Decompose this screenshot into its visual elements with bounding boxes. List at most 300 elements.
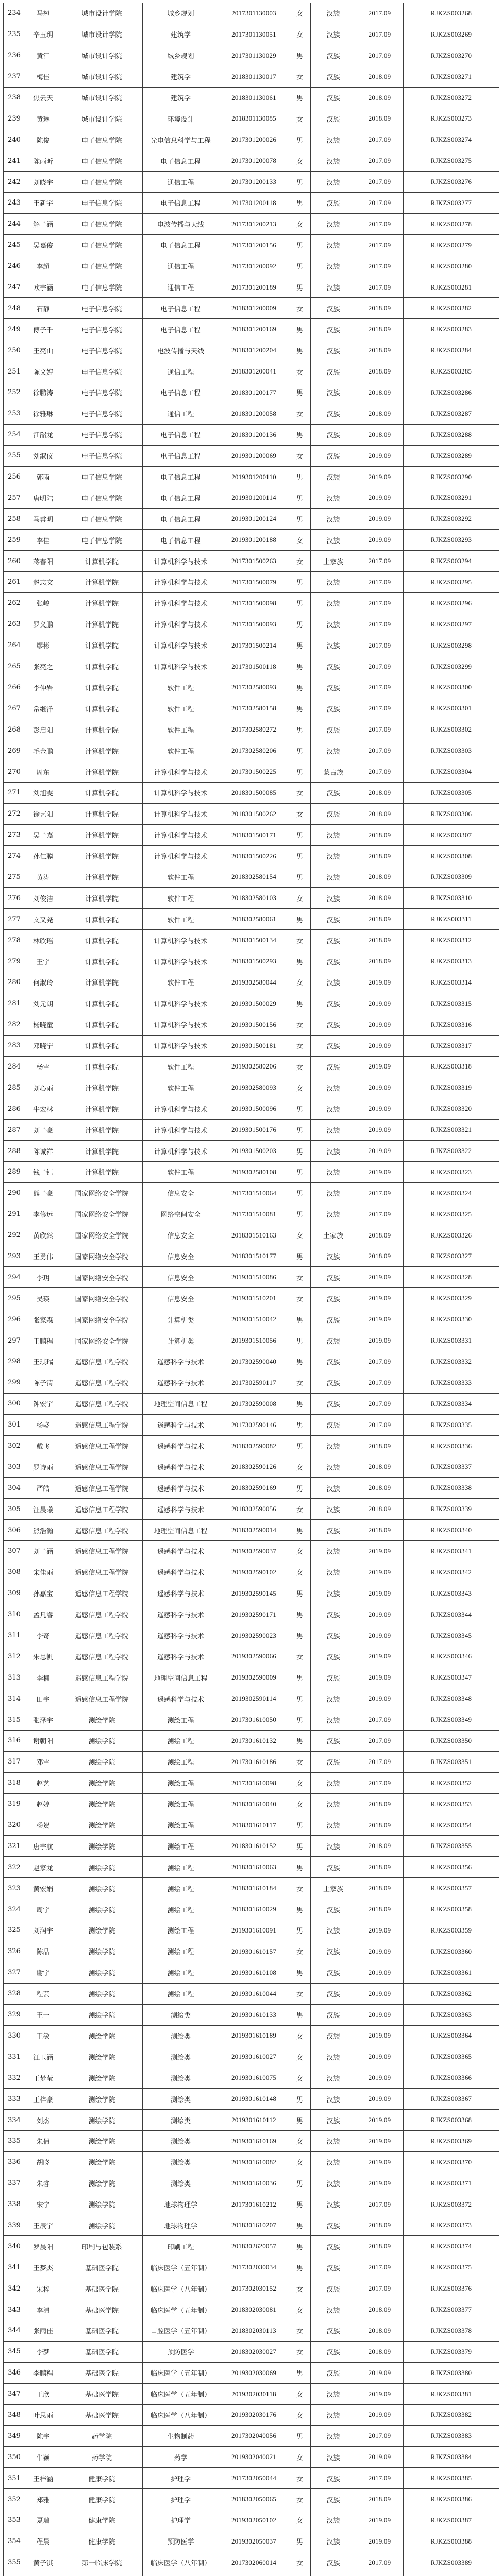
- major-cell: 电子信息工程: [143, 193, 219, 214]
- enrollment-date-cell: 2018.09: [356, 403, 404, 424]
- student-name-cell: [25, 2573, 61, 2576]
- student-name-cell: 朱思帆: [25, 1646, 61, 1667]
- table-row: [4, 867, 499, 888]
- major-cell: 临床医学（五年制）: [143, 2299, 219, 2320]
- major-cell: 软件工程: [143, 1056, 219, 1077]
- registration-number-cell: RJKZS003320: [404, 1098, 499, 1120]
- college-cell: 测绘学院: [61, 1899, 143, 1920]
- major-cell: 测绘类: [143, 2173, 219, 2194]
- student-id-cell: 2017301500225: [219, 761, 289, 783]
- enrollment-date-cell: 2019.09: [356, 1141, 404, 1162]
- registration-number-cell: RJKZS003317: [404, 1035, 499, 1056]
- major-cell: 地球物理学: [143, 2194, 219, 2215]
- college-cell: 电子信息学院: [61, 382, 143, 403]
- ethnicity-cell: 汉族: [311, 1625, 356, 1646]
- registration-number-cell: RJKZS003296: [404, 592, 499, 614]
- table-row: [4, 1435, 499, 1456]
- enrollment-date-cell: 2017.09: [356, 740, 404, 761]
- student-id-cell: 2019301200124: [219, 509, 289, 530]
- enrollment-date-cell: 2019.09: [356, 487, 404, 509]
- major-cell: 口腔医学（五年制）: [143, 2320, 219, 2341]
- college-cell: 健康学院: [61, 2489, 143, 2510]
- registration-number-cell: RJKZS003323: [404, 1161, 499, 1182]
- student-id-cell: 2019301500181: [219, 1035, 289, 1056]
- college-cell: 药学院: [61, 2426, 143, 2447]
- registration-number-cell: RJKZS003347: [404, 1667, 499, 1688]
- college-cell: 电子信息学院: [61, 234, 143, 256]
- ethnicity-cell: 汉族: [311, 403, 356, 424]
- student-roster-table: [3, 3, 499, 2576]
- ethnicity-cell: 汉族: [311, 2552, 356, 2573]
- row-number-cell: 281: [4, 993, 25, 1014]
- student-id-cell: 2019301200188: [219, 530, 289, 551]
- gender-cell: 男: [289, 2426, 311, 2447]
- ethnicity-cell: 汉族: [311, 698, 356, 719]
- registration-number-cell: RJKZS003309: [404, 867, 499, 888]
- college-cell: 计算机学院: [61, 677, 143, 698]
- ethnicity-cell: 汉族: [311, 867, 356, 888]
- major-cell: 测绘类: [143, 2004, 219, 2025]
- major-cell: 测绘工程: [143, 1857, 219, 1878]
- student-name-cell: 王梓涵: [25, 2468, 61, 2489]
- table-row: [4, 2320, 499, 2341]
- college-cell: 电子信息学院: [61, 487, 143, 509]
- ethnicity-cell: 汉族: [311, 1204, 356, 1225]
- row-number-cell: 303: [4, 1456, 25, 1478]
- major-cell: 计算机科学与技术: [143, 1098, 219, 1120]
- registration-number-cell: RJKZS003322: [404, 1141, 499, 1162]
- row-number-cell: 264: [4, 635, 25, 656]
- student-name-cell: 马睿明: [25, 509, 61, 530]
- student-name-cell: 何淑玲: [25, 972, 61, 993]
- student-id-cell: [219, 2573, 289, 2576]
- major-cell: 临床医学（八年制）: [143, 2552, 219, 2573]
- ethnicity-cell: 汉族: [311, 129, 356, 150]
- registration-number-cell: RJKZS003318: [404, 1056, 499, 1077]
- gender-cell: 男: [289, 1962, 311, 1983]
- table-row: [4, 424, 499, 445]
- student-name-cell: 黄江: [25, 45, 61, 66]
- row-number-cell: 236: [4, 45, 25, 66]
- registration-number-cell: RJKZS003335: [404, 1414, 499, 1435]
- college-cell: 测绘学院: [61, 1878, 143, 1899]
- registration-number-cell: RJKZS003316: [404, 1014, 499, 1035]
- row-number-cell: 345: [4, 2341, 25, 2362]
- enrollment-date-cell: 2019.09: [356, 2383, 404, 2404]
- gender-cell: 男: [289, 2257, 311, 2278]
- college-cell: 计算机学院: [61, 993, 143, 1014]
- row-number-cell: 273: [4, 824, 25, 845]
- ethnicity-cell: 汉族: [311, 1077, 356, 1098]
- student-name-cell: 周东: [25, 761, 61, 783]
- enrollment-date-cell: 2018.09: [356, 1499, 404, 1520]
- ethnicity-cell: 汉族: [311, 319, 356, 340]
- enrollment-date-cell: 2019.09: [356, 1288, 404, 1309]
- registration-number-cell: RJKZS003307: [404, 824, 499, 845]
- row-number-cell: 306: [4, 1520, 25, 1541]
- student-id-cell: 2017302590146: [219, 1414, 289, 1435]
- college-cell: 测绘学院: [61, 1731, 143, 1752]
- ethnicity-cell: 汉族: [311, 1857, 356, 1878]
- table-row: [4, 1246, 499, 1267]
- ethnicity-cell: 汉族: [311, 782, 356, 803]
- gender-cell: 女: [289, 108, 311, 129]
- gender-cell: 女: [289, 1793, 311, 1815]
- registration-number-cell: RJKZS003356: [404, 1857, 499, 1878]
- student-id-cell: 2019301610036: [219, 2173, 289, 2194]
- student-name-cell: 周宇: [25, 1899, 61, 1920]
- student-name-cell: 程晨: [25, 2531, 61, 2552]
- enrollment-date-cell: 2018.09: [356, 1520, 404, 1541]
- row-number-cell: 334: [4, 2110, 25, 2131]
- student-id-cell: 2017301200213: [219, 213, 289, 234]
- student-name-cell: 毛金鹏: [25, 740, 61, 761]
- major-cell: 临床医学（八年制）: [143, 2404, 219, 2426]
- registration-number-cell: RJKZS003269: [404, 24, 499, 45]
- college-cell: 印刷与包装系: [61, 2236, 143, 2257]
- row-number-cell: 346: [4, 2362, 25, 2383]
- college-cell: 计算机学院: [61, 1141, 143, 1162]
- registration-number-cell: RJKZS003361: [404, 1962, 499, 1983]
- student-name-cell: 吴子嘉: [25, 824, 61, 845]
- student-name-cell: 常继洋: [25, 698, 61, 719]
- student-name-cell: 王梓豪: [25, 2089, 61, 2110]
- table-row: [4, 2194, 499, 2215]
- ethnicity-cell: 汉族: [311, 2489, 356, 2510]
- row-number-cell: 265: [4, 656, 25, 677]
- student-name-cell: 陈晶: [25, 1941, 61, 1962]
- ethnicity-cell: 汉族: [311, 150, 356, 172]
- major-cell: 地球物理学: [143, 2215, 219, 2236]
- student-name-cell: 宋宇: [25, 2194, 61, 2215]
- table-row: [4, 1225, 499, 1246]
- college-cell: 计算机学院: [61, 572, 143, 593]
- row-number-cell: 293: [4, 1246, 25, 1267]
- row-number-cell: 234: [4, 3, 25, 24]
- enrollment-date-cell: 2017.09: [356, 256, 404, 277]
- college-cell: 国家网络安全学院: [61, 1330, 143, 1351]
- major-cell: 计算机科学与技术: [143, 656, 219, 677]
- gender-cell: 男: [289, 1204, 311, 1225]
- major-cell: 建筑学: [143, 24, 219, 45]
- registration-number-cell: RJKZS003376: [404, 2278, 499, 2299]
- table-row: [4, 1899, 499, 1920]
- gender-cell: 女: [289, 2510, 311, 2531]
- row-number-cell: 344: [4, 2320, 25, 2341]
- student-id-cell: 2019301610082: [219, 2151, 289, 2173]
- student-name-cell: 郑雅: [25, 2489, 61, 2510]
- college-cell: 测绘学院: [61, 1983, 143, 2004]
- college-cell: 计算机学院: [61, 614, 143, 635]
- student-name-cell: 王敏: [25, 2025, 61, 2046]
- major-cell: 城乡规划: [143, 3, 219, 24]
- ethnicity-cell: 汉族: [311, 2089, 356, 2110]
- student-name-cell: 牛颖: [25, 2447, 61, 2468]
- ethnicity-cell: 土家族: [311, 551, 356, 572]
- student-id-cell: 2017302040056: [219, 2426, 289, 2447]
- row-number-cell: 277: [4, 909, 25, 930]
- student-id-cell: 2019301500203: [219, 1141, 289, 1162]
- table-row: [4, 1141, 499, 1162]
- student-name-cell: 张峻: [25, 592, 61, 614]
- row-number-cell: 338: [4, 2194, 25, 2215]
- row-number-cell: 317: [4, 1751, 25, 1772]
- ethnicity-cell: 汉族: [311, 87, 356, 108]
- student-id-cell: 2019302580108: [219, 1161, 289, 1182]
- student-id-cell: 2019302030176: [219, 2404, 289, 2426]
- row-number-cell: 355: [4, 2552, 25, 2573]
- student-id-cell: 2019301500156: [219, 1014, 289, 1035]
- gender-cell: 男: [289, 845, 311, 867]
- student-name-cell: 江玉涵: [25, 2046, 61, 2067]
- student-name-cell: 赵艺: [25, 1772, 61, 1793]
- major-cell: 通信工程: [143, 277, 219, 298]
- ethnicity-cell: 汉族: [311, 45, 356, 66]
- gender-cell: 男: [289, 867, 311, 888]
- college-cell: 测绘学院: [61, 2194, 143, 2215]
- registration-number-cell: RJKZS003341: [404, 1541, 499, 1562]
- gender-cell: 女: [289, 1941, 311, 1962]
- student-name-cell: 王勇伟: [25, 1246, 61, 1267]
- table-row: [4, 403, 499, 424]
- gender-cell: 女: [289, 1541, 311, 1562]
- row-number-cell: 308: [4, 1562, 25, 1583]
- student-id-cell: 2017301610212: [219, 2194, 289, 2215]
- student-id-cell: 2019301510056: [219, 1330, 289, 1351]
- registration-number-cell: RJKZS003388: [404, 2531, 499, 2552]
- student-id-cell: 2019301200069: [219, 445, 289, 466]
- registration-number-cell: RJKZS003385: [404, 2468, 499, 2489]
- gender-cell: 女: [289, 1225, 311, 1246]
- student-id-cell: 2017301200092: [219, 256, 289, 277]
- major-cell: 软件工程: [143, 1161, 219, 1182]
- student-id-cell: 2017301130051: [219, 24, 289, 45]
- table-row: [4, 2468, 499, 2489]
- table-row: [4, 993, 499, 1014]
- ethnicity-cell: 汉族: [311, 1499, 356, 1520]
- student-name-cell: 钱子钰: [25, 1161, 61, 1182]
- student-name-cell: 刘杰: [25, 2110, 61, 2131]
- student-id-cell: 2019302580093: [219, 1077, 289, 1098]
- student-id-cell: 2017302580206: [219, 740, 289, 761]
- row-number-cell: 350: [4, 2447, 25, 2468]
- row-number-cell: 245: [4, 234, 25, 256]
- gender-cell: 男: [289, 2215, 311, 2236]
- major-cell: 电子信息工程: [143, 509, 219, 530]
- ethnicity-cell: 汉族: [311, 530, 356, 551]
- student-id-cell: 2017301500214: [219, 635, 289, 656]
- college-cell: 测绘学院: [61, 1793, 143, 1815]
- row-number-cell: 261: [4, 572, 25, 593]
- table-row: [4, 129, 499, 150]
- student-name-cell: 刘俊洁: [25, 888, 61, 909]
- registration-number-cell: RJKZS003326: [404, 1225, 499, 1246]
- gender-cell: 男: [289, 45, 311, 66]
- student-name-cell: 王新宇: [25, 193, 61, 214]
- enrollment-date-cell: 2018.09: [356, 382, 404, 403]
- ethnicity-cell: 汉族: [311, 2447, 356, 2468]
- gender-cell: 男: [289, 1393, 311, 1414]
- registration-number-cell: RJKZS003277: [404, 193, 499, 214]
- ethnicity-cell: 汉族: [311, 298, 356, 319]
- major-cell: 遥感科学与技术: [143, 1351, 219, 1372]
- student-name-cell: 王欣: [25, 2383, 61, 2404]
- ethnicity-cell: 汉族: [311, 256, 356, 277]
- student-name-cell: 林欣瑶: [25, 930, 61, 951]
- ethnicity-cell: 汉族: [311, 1836, 356, 1857]
- student-name-cell: 唐明陆: [25, 487, 61, 509]
- student-id-cell: 2017302030034: [219, 2257, 289, 2278]
- table-row: [4, 2151, 499, 2173]
- enrollment-date-cell: 2017.09: [356, 698, 404, 719]
- gender-cell: 男: [289, 1709, 311, 1731]
- registration-number-cell: RJKZS003349: [404, 1709, 499, 1731]
- enrollment-date-cell: 2018.09: [356, 1478, 404, 1499]
- student-id-cell: 2019301510201: [219, 1288, 289, 1309]
- row-number-cell: 296: [4, 1309, 25, 1330]
- major-cell: 遥感科学与技术: [143, 1456, 219, 1478]
- college-cell: 电子信息学院: [61, 466, 143, 487]
- row-number-cell: 270: [4, 761, 25, 783]
- registration-number-cell: RJKZS003301: [404, 698, 499, 719]
- registration-number-cell: RJKZS003271: [404, 66, 499, 87]
- row-number-cell: 275: [4, 867, 25, 888]
- roster-body: [4, 3, 499, 2576]
- registration-number-cell: RJKZS003278: [404, 213, 499, 234]
- student-name-cell: 吴瑛: [25, 1288, 61, 1309]
- college-cell: 基础医学院: [61, 2257, 143, 2278]
- table-row: [4, 213, 499, 234]
- student-id-cell: 2019301610027: [219, 2046, 289, 2067]
- student-name-cell: 缪彬: [25, 635, 61, 656]
- student-name-cell: 陈诚祥: [25, 1141, 61, 1162]
- gender-cell: 女: [289, 1014, 311, 1035]
- ethnicity-cell: 汉族: [311, 993, 356, 1014]
- row-number-cell: 238: [4, 87, 25, 108]
- student-name-cell: 钟宏宇: [25, 1393, 61, 1414]
- student-id-cell: 2018301130085: [219, 108, 289, 129]
- table-row: [4, 972, 499, 993]
- student-name-cell: 刘晓宇: [25, 172, 61, 193]
- college-cell: 测绘学院: [61, 2025, 143, 2046]
- major-cell: 软件工程: [143, 677, 219, 698]
- gender-cell: 男: [289, 1899, 311, 1920]
- row-number-cell: 348: [4, 2404, 25, 2426]
- registration-number-cell: RJKZS003305: [404, 782, 499, 803]
- row-number-cell: 292: [4, 1225, 25, 1246]
- gender-cell: 男: [289, 1920, 311, 1941]
- college-cell: 电子信息学院: [61, 277, 143, 298]
- major-cell: 光电信息科学与工程: [143, 129, 219, 150]
- gender-cell: 男: [289, 2173, 311, 2194]
- table-row: [4, 782, 499, 803]
- registration-number-cell: RJKZS003289: [404, 445, 499, 466]
- table-row: [4, 234, 499, 256]
- registration-number-cell: RJKZS003360: [404, 1941, 499, 1962]
- college-cell: 测绘学院: [61, 1836, 143, 1857]
- ethnicity-cell: 汉族: [311, 1520, 356, 1541]
- registration-number-cell: RJKZS003367: [404, 2089, 499, 2110]
- enrollment-date-cell: 2018.09: [356, 2215, 404, 2236]
- major-cell: 电子信息工程: [143, 530, 219, 551]
- registration-number-cell: RJKZS003383: [404, 2426, 499, 2447]
- table-row: [4, 2573, 499, 2576]
- student-name-cell: 徐艺阳: [25, 803, 61, 824]
- ethnicity-cell: 汉族: [311, 466, 356, 487]
- ethnicity-cell: 汉族: [311, 1751, 356, 1772]
- enrollment-date-cell: 2019.09: [356, 2046, 404, 2067]
- student-id-cell: 2018301500134: [219, 930, 289, 951]
- major-cell: 临床医学（五年制）: [143, 2362, 219, 2383]
- major-cell: 计算机科学与技术: [143, 803, 219, 824]
- college-cell: 计算机学院: [61, 1056, 143, 1077]
- student-name-cell: 马翘: [25, 3, 61, 24]
- row-number-cell: 239: [4, 108, 25, 129]
- registration-number-cell: RJKZS003291: [404, 487, 499, 509]
- college-cell: 健康学院: [61, 2468, 143, 2489]
- gender-cell: 男: [289, 1688, 311, 1709]
- gender-cell: 男: [289, 382, 311, 403]
- ethnicity-cell: 汉族: [311, 2278, 356, 2299]
- gender-cell: 女: [289, 2341, 311, 2362]
- table-row: [4, 551, 499, 572]
- enrollment-date-cell: 2017.09: [356, 551, 404, 572]
- college-cell: 城市设计学院: [61, 66, 143, 87]
- major-cell: 地理空间信息工程: [143, 1393, 219, 1414]
- registration-number-cell: RJKZS003276: [404, 172, 499, 193]
- student-id-cell: 2018302590056: [219, 1499, 289, 1520]
- major-cell: 护理学: [143, 2468, 219, 2489]
- gender-cell: 男: [289, 340, 311, 361]
- registration-number-cell: RJKZS003380: [404, 2362, 499, 2383]
- college-cell: 城市设计学院: [61, 24, 143, 45]
- table-row: [4, 1161, 499, 1182]
- student-name-cell: 陈子清: [25, 1372, 61, 1393]
- major-cell: 遥感科学与技术: [143, 1478, 219, 1499]
- gender-cell: 女: [289, 1878, 311, 1899]
- student-id-cell: 2018301610040: [219, 1793, 289, 1815]
- row-number-cell: 298: [4, 1351, 25, 1372]
- row-number-cell: 237: [4, 66, 25, 87]
- registration-number-cell: RJKZS003272: [404, 87, 499, 108]
- student-id-cell: 2019302590171: [219, 1604, 289, 1625]
- registration-number-cell: RJKZS003279: [404, 234, 499, 256]
- gender-cell: 男: [289, 234, 311, 256]
- gender-cell: 男: [289, 1731, 311, 1752]
- student-name-cell: 王一: [25, 2004, 61, 2025]
- college-cell: 遥感信息工程学院: [61, 1688, 143, 1709]
- row-number-cell: 285: [4, 1077, 25, 1098]
- row-number-cell: 300: [4, 1393, 25, 1414]
- gender-cell: 女: [289, 2468, 311, 2489]
- college-cell: 电子信息学院: [61, 298, 143, 319]
- ethnicity-cell: 汉族: [311, 1688, 356, 1709]
- gender-cell: 女: [289, 2130, 311, 2151]
- table-row: [4, 340, 499, 361]
- enrollment-date-cell: 2018.09: [356, 319, 404, 340]
- table-row: [4, 888, 499, 909]
- gender-cell: 女: [289, 298, 311, 319]
- college-cell: 遥感信息工程学院: [61, 1435, 143, 1456]
- table-row: [4, 1751, 499, 1772]
- table-row: [4, 1604, 499, 1625]
- college-cell: 计算机学院: [61, 1161, 143, 1182]
- enrollment-date-cell: 2019.09: [356, 1920, 404, 1941]
- student-name-cell: 刘子涵: [25, 1541, 61, 1562]
- row-number-cell: 287: [4, 1120, 25, 1141]
- row-number-cell: 321: [4, 1836, 25, 1857]
- enrollment-date-cell: 2019.09: [356, 2004, 404, 2025]
